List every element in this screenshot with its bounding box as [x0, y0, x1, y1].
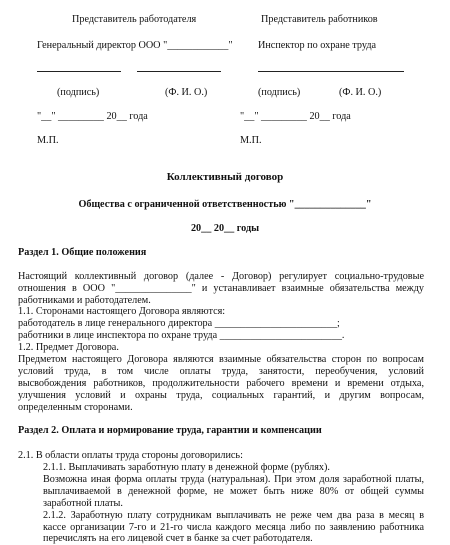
section2-heading: Раздел 2. Оплата и нормирование труда, гарантии и компенсации	[18, 425, 322, 436]
section1-p1-line1: Настоящий коллективный договор (далее - Договор) регулирует социально-трудовые	[18, 271, 424, 282]
section1-p2-line4: улучшения условий и охраны труда, социальных гарантий, и другим вопросам,	[18, 390, 424, 401]
document-subtitle: Общества с ограниченной ответственностью "______________"	[78, 199, 372, 210]
section1-item-1-1: 1.1. Сторонами настоящего Договора являются:	[18, 306, 226, 317]
section2-item-2-1: 2.1. В области оплаты труда стороны договорились:	[18, 450, 243, 461]
section2-p4-line2: кассе организации 7-го и 21-го числа каждого месяца либо по заявлению работника	[43, 522, 424, 533]
employer-party: работодатель в лице генерального директора ________________________;	[18, 318, 340, 329]
section2-item-2-1-1: 2.1.1. Выплачивать заработную плату в денежной форме (рублях).	[43, 462, 330, 473]
employee-rep-title: Представитель работников	[261, 14, 378, 25]
section2-p3-line1: Возможна иная форма оплаты труда (натуральная). При этом доля заработной платы,	[43, 474, 424, 485]
section1-p2-line3: высвобождения работников, продолжительности рабочего времени и времени отдыха,	[18, 378, 424, 389]
employer-rep-title: Представитель работодателя	[72, 14, 197, 25]
employee-date-line: "__" _________ 20__ года	[240, 111, 351, 122]
employee-name-label: (Ф. И. О.)	[339, 87, 382, 98]
section1-heading: Раздел 1. Общие положения	[18, 247, 147, 258]
employee-position: Инспектор по охране труда	[258, 40, 377, 51]
section2-p4-line3: перечислять на его лицевой счет в банке за счет работодателя.	[43, 533, 313, 544]
section1-p2-line5: определенным сторонами.	[18, 402, 133, 413]
employee-signature-label: (подпись)	[258, 87, 301, 98]
section2-p3-line2: выплачиваемой в денежной форме, не может быть ниже 80% от общей суммы	[43, 486, 424, 497]
employer-seal: М.П.	[37, 135, 59, 146]
employer-date-line: "__" _________ 20__ года	[37, 111, 148, 122]
employer-signature-line	[37, 71, 121, 72]
employee-party: работники в лице инспектора по охране труда ________________________.	[18, 330, 345, 341]
employee-signature-name-line	[258, 71, 404, 72]
section2-p4-line1: 2.1.2. Заработную плату сотрудникам выплачивать не реже чем два раза в месяц в	[43, 510, 424, 521]
section1-p1-line3: работниками и работодателем.	[18, 295, 151, 306]
document-years: 20__ 20__ годы	[190, 223, 260, 234]
employee-seal: М.П.	[240, 135, 262, 146]
employer-position: Генеральный директор ООО "____________"	[37, 40, 233, 51]
section1-item-1-2: 1.2. Предмет Договора.	[18, 342, 119, 353]
employer-name-label: (Ф. И. О.)	[165, 87, 208, 98]
section1-p1-line2: отношения в ООО "_______________" и устанавливает взаимные обязательства между	[18, 283, 424, 294]
document-title: Коллективный договор	[166, 171, 284, 183]
section1-p2-line2: условий труда, в том числе оплаты труда, занятости, переобучения, условий	[18, 366, 424, 377]
employer-signature-label: (подпись)	[57, 87, 100, 98]
section1-p2-line1: Предметом настоящего Договора являются взаимные обязательства сторон по вопросам	[18, 354, 424, 365]
section2-p3-line3: заработной платы.	[43, 498, 123, 509]
employer-name-line	[137, 71, 221, 72]
